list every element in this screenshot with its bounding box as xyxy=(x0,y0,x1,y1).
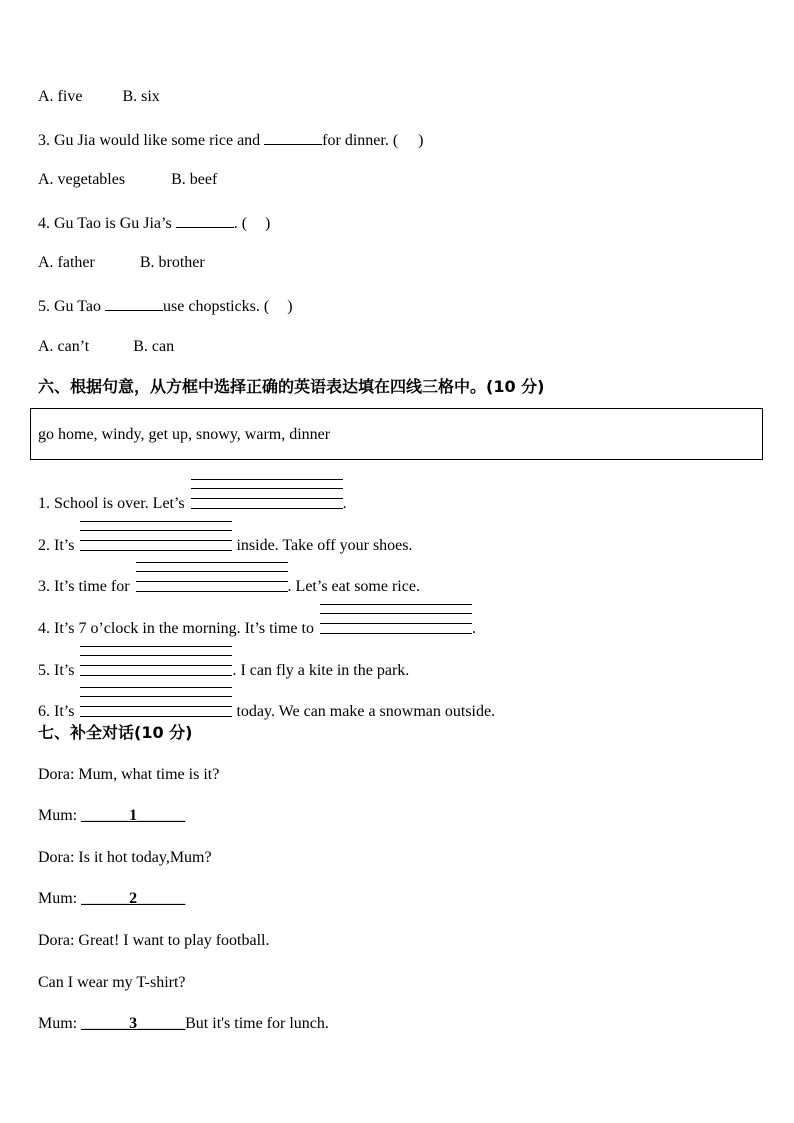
question-text: 5. Gu Tao xyxy=(38,298,102,315)
item-text-after: today. We can make a snowman outside. xyxy=(236,703,496,720)
dialogue-line-1: Dora: Mum, what time is it? xyxy=(38,766,220,783)
paren-close: ) xyxy=(418,132,424,149)
item-text: 6. It’s xyxy=(38,703,75,720)
item-text: 4. It’s 7 o’clock in the morning. It’s time to xyxy=(38,620,314,637)
s6-item-4 xyxy=(38,604,476,637)
dialogue-line-2 xyxy=(38,806,185,826)
q5-options xyxy=(38,337,174,357)
question-text-after: . ( xyxy=(233,215,248,232)
item-text: 2. It’s xyxy=(38,537,75,554)
word-bank-box xyxy=(30,408,763,460)
s6-item-2 xyxy=(38,521,413,554)
option-a: A. vegetables xyxy=(38,171,126,188)
four-line-grid[interactable] xyxy=(80,687,232,719)
item-text: 5. It’s xyxy=(38,662,75,679)
dialogue-line-4 xyxy=(38,889,185,909)
question-text: 4. Gu Tao is Gu Jia’s xyxy=(38,215,172,232)
question-5 xyxy=(38,295,293,315)
item-text-after: . Let’s eat some rice. xyxy=(287,578,420,595)
four-line-grid[interactable] xyxy=(320,604,472,636)
answer-blank[interactable] xyxy=(264,129,322,145)
option-b: B. beef xyxy=(171,171,218,188)
four-line-grid[interactable] xyxy=(80,521,232,553)
option-a: A. five xyxy=(38,88,83,105)
section-6-heading: 六、根据句意，从方框中选择正确的英语表达填在四线三格中。(10 分) xyxy=(38,377,545,396)
question-3 xyxy=(38,129,423,149)
s6-item-5 xyxy=(38,646,410,679)
paren-close: ) xyxy=(265,215,271,232)
speaker: Mum: xyxy=(38,807,78,824)
answer-blank[interactable] xyxy=(105,295,163,311)
four-line-grid[interactable] xyxy=(80,646,232,678)
question-text: 3. Gu Jia would like some rice and xyxy=(38,132,261,149)
item-text: 3. It’s time for xyxy=(38,578,130,595)
word-bank: go home, windy, get up, snowy, warm, dinner xyxy=(38,426,331,443)
answer-blank-2[interactable]: ______2______ xyxy=(81,890,186,907)
option-b: B. six xyxy=(122,88,160,105)
option-b: B. can xyxy=(133,338,175,355)
paren-close: ) xyxy=(287,298,293,315)
dialogue-line-6: Can I wear my T-shirt? xyxy=(38,974,186,991)
answer-blank-1[interactable]: ______1______ xyxy=(81,807,186,824)
speaker: Mum: xyxy=(38,1015,78,1032)
item-text-after: . I can fly a kite in the park. xyxy=(232,662,410,679)
dialogue-line-3: Dora: Is it hot today,Mum? xyxy=(38,849,212,866)
q2-options xyxy=(38,87,160,107)
s6-item-3 xyxy=(38,562,420,595)
item-text-after: . xyxy=(342,495,347,512)
question-text-after: use chopsticks. ( xyxy=(163,298,270,315)
s6-item-6 xyxy=(38,687,496,720)
dialogue-line-7 xyxy=(38,1014,329,1034)
item-text-after: inside. Take off your shoes. xyxy=(236,537,413,554)
four-line-grid[interactable] xyxy=(191,479,343,511)
item-text-after: . xyxy=(471,620,476,637)
q3-options xyxy=(38,170,217,190)
s6-item-1 xyxy=(38,479,347,512)
section-7-heading: 七、补全对话(10 分) xyxy=(38,723,193,742)
speaker: Mum: xyxy=(38,890,78,907)
q4-options xyxy=(38,253,205,273)
four-line-grid[interactable] xyxy=(136,562,288,594)
answer-blank-3[interactable]: ______3______ xyxy=(81,1015,186,1032)
dialogue-line-5: Dora: Great! I want to play football. xyxy=(38,932,270,949)
option-b: B. brother xyxy=(139,254,205,271)
option-a: A. can’t xyxy=(38,338,90,355)
answer-blank[interactable] xyxy=(176,212,234,228)
question-4 xyxy=(38,212,270,232)
dialogue-text-after: But it's time for lunch. xyxy=(185,1015,329,1032)
item-text: 1. School is over. Let’s xyxy=(38,495,185,512)
question-text-after: for dinner. ( xyxy=(322,132,399,149)
option-a: A. father xyxy=(38,254,95,271)
